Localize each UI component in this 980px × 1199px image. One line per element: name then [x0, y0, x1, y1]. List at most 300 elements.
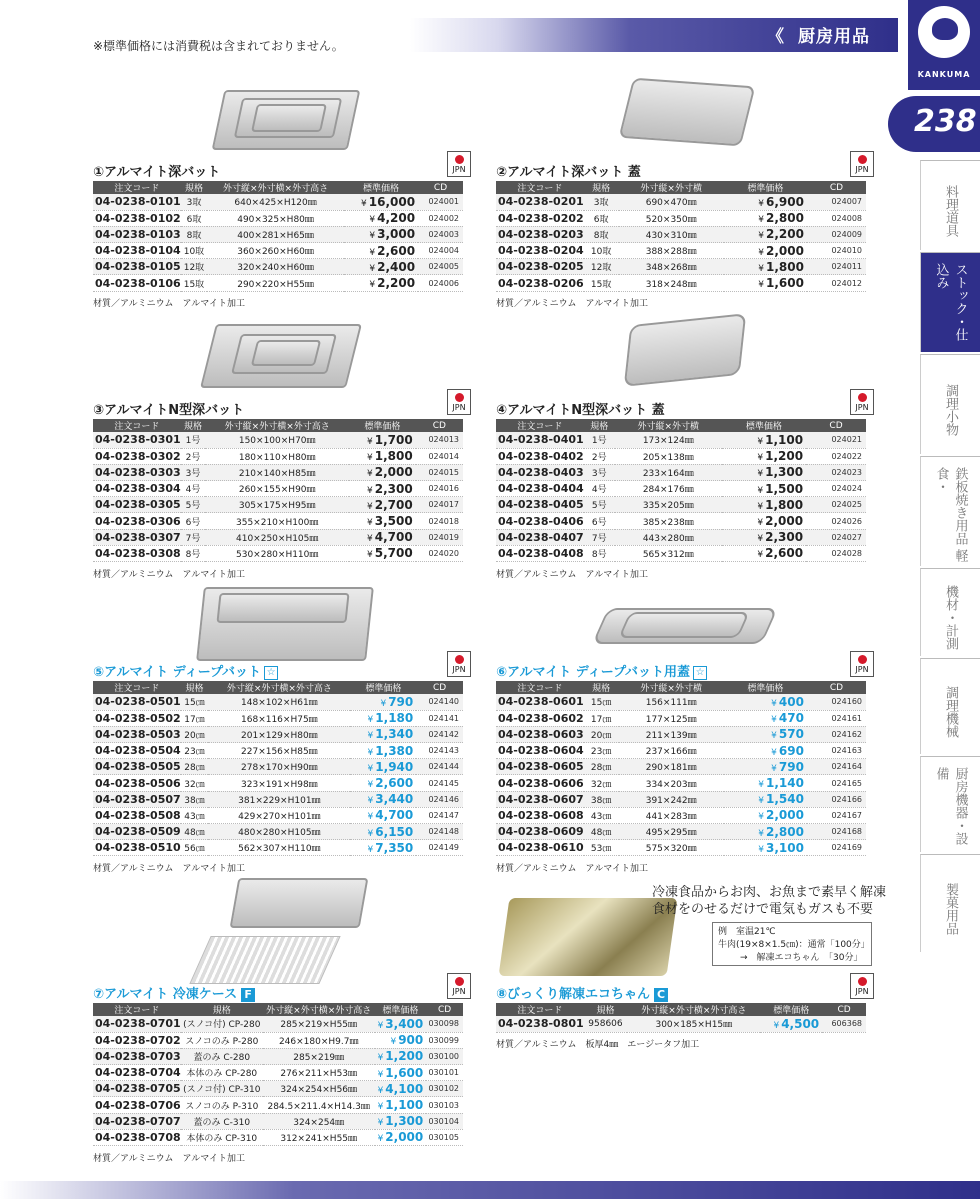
- table-row: [496, 840, 866, 856]
- column-header: CD: [426, 1003, 463, 1016]
- category-badge: C: [654, 988, 668, 1002]
- price: [350, 775, 416, 791]
- column-header: 注文コード: [496, 419, 584, 432]
- category-badge: F: [241, 988, 255, 1002]
- yen-sign: ¥: [380, 698, 387, 709]
- table-row: [93, 259, 463, 275]
- jpn-flag-icon: JPN: [850, 651, 874, 677]
- order-code: 04-0238-0405: [498, 498, 584, 512]
- column-header: 外寸縦×外寸横: [615, 419, 722, 432]
- side-tab-5[interactable]: 機材・計測: [920, 568, 980, 656]
- order-code: 04-0238-0510: [95, 841, 181, 855]
- price-value: 570: [778, 727, 804, 742]
- product-table: [93, 1003, 463, 1146]
- spec: 6号: [181, 513, 206, 529]
- dimensions: 290×220×H55㎜: [207, 275, 344, 291]
- yen-sign: ¥: [758, 780, 764, 791]
- section-name: アルマイト 冷凍ケース: [104, 987, 238, 1002]
- spec: 38㎝: [181, 791, 209, 807]
- table-row: [93, 710, 463, 726]
- price-value: 1,340: [375, 727, 414, 742]
- dimensions: 400×281×H65㎜: [207, 226, 344, 242]
- spec: 5号: [584, 497, 615, 513]
- price-value: 3,000: [377, 227, 416, 242]
- price-value: 690: [778, 743, 804, 758]
- cd-code: 024164: [807, 759, 866, 775]
- spec: 23㎝: [181, 743, 209, 759]
- price: [344, 210, 418, 226]
- table-row: [93, 243, 463, 259]
- table-row: [93, 1113, 463, 1129]
- section-number: ④: [496, 403, 508, 418]
- jpn-flag-icon: JPN: [850, 389, 874, 415]
- dimensions: 490×325×H80㎜: [207, 210, 344, 226]
- price: [722, 513, 806, 529]
- spec: 1号: [584, 432, 615, 448]
- column-header: CD: [806, 419, 866, 432]
- order-code: 04-0238-0502: [95, 711, 181, 725]
- yen-sign: ¥: [369, 215, 376, 226]
- dimensions: 355×210×H100㎜: [205, 513, 349, 529]
- price-value: 1,500: [765, 481, 804, 496]
- dimensions: 360×260×H60㎜: [207, 243, 344, 259]
- section-name: アルマイト ディープバット用蓋: [507, 665, 691, 680]
- price: [349, 448, 416, 464]
- cd-code: 024141: [416, 710, 463, 726]
- yen-sign: ¥: [771, 715, 777, 726]
- dimensions: 285×219㎜: [263, 1048, 375, 1064]
- spec: 8号: [584, 545, 615, 561]
- price-value: 1,180: [375, 711, 414, 726]
- side-tab-4[interactable]: 鉄板焼き用品 軽食・: [920, 456, 980, 566]
- price: [349, 481, 416, 497]
- material-note: 材質／アルミニウム アルマイト加工: [93, 1153, 246, 1164]
- dimensions: 323×191×H98㎜: [208, 775, 350, 791]
- table-row: [93, 1065, 463, 1081]
- cd-code: 024160: [807, 694, 866, 710]
- dimensions: 335×205㎜: [615, 497, 722, 513]
- column-header: 外寸縦×外寸横: [619, 181, 724, 194]
- price: [722, 448, 806, 464]
- table-row: [93, 1129, 463, 1145]
- table-row: [93, 464, 463, 480]
- cd-code: 024162: [807, 726, 866, 742]
- yen-sign: ¥: [367, 534, 373, 545]
- section-number: ③: [93, 403, 105, 418]
- price: [350, 840, 416, 856]
- yen-sign: ¥: [771, 747, 777, 758]
- price-value: 2,300: [765, 530, 804, 545]
- spec: 15㎝: [584, 694, 619, 710]
- column-header: 注文コード: [496, 681, 584, 694]
- price-value: 2,600: [377, 243, 416, 258]
- yen-sign: ¥: [773, 1020, 780, 1031]
- section-title: [496, 661, 707, 680]
- price: [344, 226, 418, 242]
- yen-sign: ¥: [757, 436, 764, 447]
- price-value: 7,350: [375, 840, 414, 855]
- price-value: 4,500: [781, 1016, 820, 1031]
- material-note: 材質／アルミニウム アルマイト加工: [93, 864, 246, 874]
- section-name: びっくり解凍エコちゃん: [507, 987, 651, 1002]
- yen-sign: ¥: [361, 198, 367, 209]
- spec: 7号: [584, 529, 615, 545]
- spec: 48㎝: [181, 824, 209, 840]
- dimensions: 284.5×211.4×H14.3㎜: [263, 1097, 375, 1113]
- column-header: 規格: [181, 1003, 263, 1016]
- column-header: 外寸縦×外寸横×外寸高さ: [627, 1003, 760, 1016]
- yen-sign: ¥: [758, 198, 764, 209]
- price-value: 6,900: [765, 194, 804, 209]
- cd-code: 024005: [418, 259, 463, 275]
- price-value: 2,600: [375, 776, 414, 791]
- cd-code: 024169: [807, 840, 866, 856]
- section-name: アルマイトN型深バット: [104, 403, 245, 418]
- dimensions: 530×280×H110㎜: [205, 545, 349, 561]
- column-header: 標準価格: [344, 181, 418, 194]
- yen-sign: ¥: [367, 731, 374, 742]
- product-table: [93, 681, 463, 856]
- column-header: 規格: [584, 419, 615, 432]
- cd-code: 024004: [418, 243, 463, 259]
- material-note: 材質／アルミニウム アルマイト加工: [93, 569, 246, 580]
- spec: 38㎝: [584, 791, 619, 807]
- order-code: 04-0238-0306: [95, 514, 181, 528]
- price-value: 1,140: [765, 776, 804, 791]
- dimensions: 324×254㎜: [263, 1113, 375, 1129]
- yen-sign: ¥: [377, 1069, 384, 1080]
- price-value: 1,800: [765, 259, 804, 274]
- order-code: 04-0238-0704: [95, 1066, 181, 1080]
- spec: 20㎝: [181, 726, 209, 742]
- column-header: 外寸縦×外寸横: [619, 681, 724, 694]
- price-value: 400: [778, 694, 804, 709]
- table-row: [93, 194, 463, 210]
- price-value: 1,100: [385, 1098, 424, 1113]
- table-row: [93, 481, 463, 497]
- order-code: 04-0238-0504: [95, 744, 181, 758]
- dimensions: 562×307×H110㎜: [208, 840, 350, 856]
- spec: 8取: [181, 226, 208, 242]
- dimensions: 430×310㎜: [619, 226, 724, 242]
- order-code: 04-0238-0205: [498, 260, 584, 274]
- dimensions: 237×166㎜: [619, 743, 724, 759]
- table-row: [496, 807, 866, 823]
- price-value: 3,100: [765, 840, 804, 855]
- order-code: 04-0238-0605: [498, 760, 584, 774]
- price-value: 2,000: [374, 465, 413, 480]
- spec: 6取: [181, 210, 208, 226]
- cd-code: 024019: [416, 529, 463, 545]
- section-name: アルマイト ディープバット: [104, 665, 262, 680]
- column-header: 外寸縦×外寸横×外寸高さ: [207, 181, 344, 194]
- order-code: 04-0238-0608: [498, 808, 584, 822]
- yen-sign: ¥: [390, 1037, 397, 1048]
- order-code: 04-0238-0202: [498, 211, 584, 225]
- price: [344, 259, 418, 275]
- table-row: [496, 464, 866, 480]
- cd-code: 024147: [416, 807, 463, 823]
- spec: 10取: [181, 243, 208, 259]
- order-code: 04-0238-0105: [95, 260, 181, 274]
- price: [344, 243, 418, 259]
- table-row: [93, 775, 463, 791]
- dimensions: 284×176㎜: [615, 481, 722, 497]
- order-code: 04-0238-0308: [95, 546, 181, 560]
- column-header: 規格: [584, 681, 619, 694]
- yen-sign: ¥: [377, 1085, 384, 1096]
- material-note: 材質／アルミニウム アルマイト加工: [93, 299, 246, 310]
- n-type-lid-image: [628, 315, 748, 391]
- dimensions: 334×203㎜: [619, 775, 724, 791]
- side-tab-1[interactable]: 料理道具: [920, 160, 980, 250]
- column-header: 標準価格: [724, 181, 807, 194]
- side-tab-6[interactable]: 調理機械: [920, 658, 980, 754]
- price: [724, 226, 807, 242]
- section-number: ⑤: [93, 665, 105, 680]
- cd-code: 024146: [416, 791, 463, 807]
- cd-code: 024021: [806, 432, 866, 448]
- yen-sign: ¥: [758, 844, 764, 855]
- dimensions: 300×185×H15㎜: [627, 1016, 760, 1032]
- cd-code: 024007: [807, 194, 866, 210]
- spec: 7号: [181, 529, 206, 545]
- yen-sign: ¥: [758, 828, 764, 839]
- order-code: 04-0238-0507: [95, 792, 181, 806]
- order-code: 04-0238-0403: [498, 465, 584, 479]
- column-header: 規格: [181, 419, 206, 432]
- price-value: 2,800: [765, 211, 804, 226]
- column-header: 標準価格: [349, 419, 416, 432]
- price-value: 1,800: [765, 497, 804, 512]
- side-tab-8[interactable]: 製菓用品: [920, 854, 980, 952]
- side-tab-7[interactable]: 厨房機器・設備: [920, 756, 980, 852]
- price: [724, 840, 807, 856]
- spec: 3号: [584, 464, 615, 480]
- price-value: 1,200: [385, 1049, 424, 1064]
- column-header: 注文コード: [496, 181, 584, 194]
- table-row: [496, 545, 866, 561]
- price: [375, 1113, 427, 1129]
- spec: 本体のみ CP-280: [181, 1065, 263, 1081]
- order-code: 04-0238-0106: [95, 276, 181, 290]
- section-title: [93, 983, 255, 1002]
- column-header: 規格: [584, 181, 619, 194]
- bear-logo-icon: [918, 6, 970, 58]
- section-name: アルマイト深バット 蓋: [507, 165, 641, 180]
- price: [350, 726, 416, 742]
- yen-sign: ¥: [757, 518, 764, 529]
- price-value: 2,300: [374, 481, 413, 496]
- product-table: [93, 419, 463, 562]
- table-row: [93, 824, 463, 840]
- price-value: 1,380: [375, 743, 414, 758]
- spec: 17㎝: [584, 710, 619, 726]
- yen-sign: ¥: [367, 828, 374, 839]
- order-code: 04-0238-0302: [95, 449, 181, 463]
- price: [724, 710, 807, 726]
- jpn-flag-icon: JPN: [850, 973, 874, 999]
- yen-sign: ¥: [367, 501, 373, 512]
- dimensions: 177×125㎜: [619, 710, 724, 726]
- dimensions: 320×240×H60㎜: [207, 259, 344, 275]
- cd-code: 024166: [807, 791, 866, 807]
- star-mark-icon: ☆: [693, 666, 707, 680]
- spec: 15取: [181, 275, 208, 291]
- yen-sign: ¥: [757, 501, 764, 512]
- yen-sign: ¥: [771, 698, 777, 709]
- price: [375, 1065, 427, 1081]
- table-row: [496, 710, 866, 726]
- yen-sign: ¥: [377, 1118, 384, 1129]
- table-row: [93, 1081, 463, 1097]
- section-title: [93, 399, 244, 418]
- order-code: 04-0238-0506: [95, 776, 181, 790]
- order-code: 04-0238-0305: [95, 498, 181, 512]
- price: [350, 710, 416, 726]
- price: [760, 1016, 822, 1032]
- dimensions: 168×116×H75㎜: [208, 710, 350, 726]
- spec: (スノコ付) CP-280: [181, 1016, 263, 1032]
- spec: 15㎝: [181, 694, 209, 710]
- dimensions: 156×111㎜: [619, 694, 724, 710]
- dimensions: 318×248㎜: [619, 275, 724, 291]
- table-row: [93, 1048, 463, 1064]
- price: [350, 743, 416, 759]
- yen-sign: ¥: [367, 780, 374, 791]
- cd-code: 024145: [416, 775, 463, 791]
- cd-code: 030099: [426, 1032, 463, 1048]
- dimensions: 565×312㎜: [615, 545, 722, 561]
- order-code: 04-0238-0103: [95, 227, 181, 241]
- price: [350, 791, 416, 807]
- spec: 蓋のみ C-280: [181, 1048, 263, 1064]
- column-header: 標準価格: [350, 681, 416, 694]
- table-row: [93, 529, 463, 545]
- cd-code: 030105: [426, 1129, 463, 1145]
- order-code: 04-0238-0204: [498, 244, 584, 258]
- yen-sign: ¥: [377, 1134, 384, 1145]
- cd-code: 024010: [807, 243, 866, 259]
- dimensions: 348×268㎜: [619, 259, 724, 275]
- spec: 蓋のみ C-310: [181, 1113, 263, 1129]
- yen-sign: ¥: [757, 485, 764, 496]
- table-row: [496, 759, 866, 775]
- order-code: 04-0238-0609: [498, 825, 584, 839]
- spec: 17㎝: [181, 710, 209, 726]
- chevron-left-icon: 《: [767, 27, 784, 47]
- cd-code: 024148: [416, 824, 463, 840]
- table-row: [496, 432, 866, 448]
- yen-sign: ¥: [369, 247, 376, 258]
- price: [350, 807, 416, 823]
- order-code: 04-0238-0406: [498, 514, 584, 528]
- dimensions: 227×156×H85㎜: [208, 743, 350, 759]
- dimensions: 575×320㎜: [619, 840, 724, 856]
- table-row: [496, 194, 866, 210]
- cd-code: 024015: [416, 464, 463, 480]
- price: [350, 759, 416, 775]
- jpn-flag-icon: JPN: [447, 151, 471, 177]
- table-row: [93, 1016, 463, 1032]
- spec: 15取: [584, 275, 619, 291]
- price: [722, 497, 806, 513]
- spec: 48㎝: [584, 824, 619, 840]
- yen-sign: ¥: [367, 518, 373, 529]
- dimensions: 640×425×H120㎜: [207, 194, 344, 210]
- yen-sign: ¥: [771, 763, 777, 774]
- material-note: 材質／アルミニウム 板厚4㎜ エージータフ加工: [496, 1040, 700, 1051]
- price-value: 470: [778, 711, 804, 726]
- section-name: アルマイト深バット: [104, 165, 221, 180]
- deep-bat-lid-image: [600, 600, 776, 656]
- cd-code: 024026: [806, 513, 866, 529]
- table-row: [93, 807, 463, 823]
- price-value: 5,700: [374, 546, 413, 561]
- section-number: ⑧: [496, 987, 508, 1002]
- table-row: [496, 694, 866, 710]
- table-row: [93, 513, 463, 529]
- order-code: 04-0238-0304: [95, 482, 181, 496]
- cd-code: 030102: [426, 1081, 463, 1097]
- price-value: 1,540: [765, 792, 804, 807]
- price: [349, 497, 416, 513]
- price-value: 3,400: [385, 1016, 424, 1031]
- yen-sign: ¥: [757, 550, 764, 561]
- order-code: 04-0238-0407: [498, 530, 584, 544]
- cd-code: 024012: [807, 275, 866, 291]
- cd-code: 024023: [806, 464, 866, 480]
- side-tab-2[interactable]: ストック・仕込み: [920, 252, 980, 352]
- material-note: 材質／アルミニウム アルマイト加工: [496, 299, 649, 310]
- price: [724, 694, 807, 710]
- cd-code: 024161: [807, 710, 866, 726]
- price: [724, 743, 807, 759]
- cd-code: 030104: [426, 1113, 463, 1129]
- table-row: [496, 243, 866, 259]
- column-header: 規格: [584, 1003, 628, 1016]
- price: [724, 194, 807, 210]
- price: [350, 824, 416, 840]
- product-table: [496, 1003, 866, 1033]
- column-header: CD: [416, 419, 463, 432]
- price-value: 2,000: [765, 808, 804, 823]
- order-code: 04-0238-0408: [498, 546, 584, 560]
- price: [375, 1032, 427, 1048]
- price: [724, 824, 807, 840]
- price-value: 790: [778, 759, 804, 774]
- table-row: [496, 743, 866, 759]
- yen-sign: ¥: [369, 231, 376, 242]
- order-code: 04-0238-0201: [498, 195, 584, 209]
- product-table: [496, 681, 866, 856]
- order-code: 04-0238-0606: [498, 776, 584, 790]
- side-tab-3[interactable]: 調理小物: [920, 354, 980, 454]
- cd-code: 024001: [418, 194, 463, 210]
- column-header: 注文コード: [93, 419, 181, 432]
- yen-sign: ¥: [367, 469, 373, 480]
- dimensions: 290×181㎜: [619, 759, 724, 775]
- dimensions: 391×242㎜: [619, 791, 724, 807]
- yen-sign: ¥: [771, 731, 777, 742]
- order-code: 04-0238-0301: [95, 433, 181, 447]
- price-value: 1,200: [765, 449, 804, 464]
- spec: 32㎝: [181, 775, 209, 791]
- cd-code: 024028: [806, 545, 866, 561]
- dimensions: 210×140×H85㎜: [205, 464, 349, 480]
- dimensions: 381×229×H101㎜: [208, 791, 350, 807]
- yen-sign: ¥: [367, 436, 373, 447]
